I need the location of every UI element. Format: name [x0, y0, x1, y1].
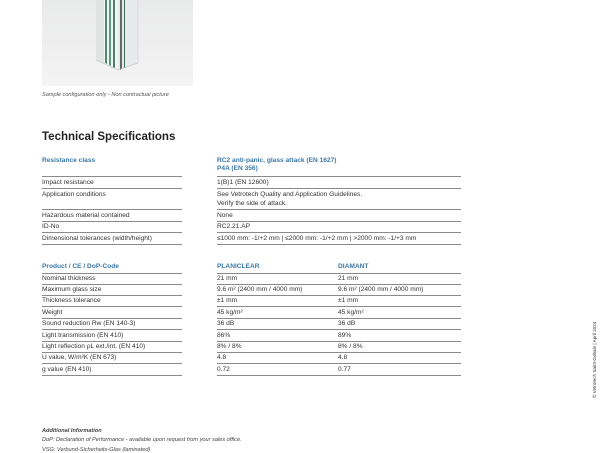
row-value-diamant: 89% [338, 332, 352, 339]
row-value-diamant: 0.77 [338, 366, 351, 373]
divider [42, 341, 182, 342]
row-label: Nominal thickness [42, 275, 96, 282]
row-value-planiclear: 9.6 m² (2400 mm / 4000 mm) [217, 286, 303, 293]
row-label: Sound reduction Rw (EN 140-3) [42, 320, 136, 327]
row-value-diamant: 45 kg/m² [338, 309, 364, 316]
divider [42, 363, 182, 364]
divider [42, 188, 182, 189]
row-value: See Vetrotech Quality and Application Guidelines. [217, 191, 363, 198]
divider [217, 363, 461, 364]
row-label: Impact resistance [42, 179, 94, 186]
divider [42, 273, 182, 274]
divider [217, 221, 461, 222]
divider [42, 306, 182, 307]
row-value-planiclear: 45 kg/m² [217, 309, 243, 316]
page-title: Technical Specifications [42, 131, 176, 143]
row-label: Light reflection ρL ext./int. (EN 410) [42, 343, 146, 350]
row-label: Thickness tolerance [42, 297, 101, 304]
row-value: ≤1000 mm: -1/+2 mm | ≤2000 mm: -1/+2 mm | >2000 mm: -1/+3 mm [217, 235, 417, 242]
row-value-planiclear: 8% / 8% [217, 343, 242, 350]
product-photo [42, 0, 193, 86]
row-label: Dimensional tolerances (width/height) [42, 235, 152, 242]
row-label: g value (EN 410) [42, 366, 92, 373]
row-value-diamant: ±1 mm [338, 297, 359, 304]
divider [217, 329, 461, 330]
divider [42, 318, 182, 319]
divider [217, 306, 461, 307]
divider [217, 188, 461, 189]
additional-info-text: DoP: Declaration of Performance - available upon request from your sales office. [42, 437, 242, 443]
product-column-planiclear: PLANICLEAR [217, 263, 260, 270]
divider [217, 209, 461, 210]
divider [42, 209, 182, 210]
divider [42, 352, 182, 353]
divider [42, 176, 182, 177]
divider [42, 295, 182, 296]
divider [42, 221, 182, 222]
divider [42, 284, 182, 285]
additional-info-title: Additional Information [42, 428, 102, 434]
divider [217, 352, 461, 353]
row-value: 1(B)1 (EN 12600) [217, 179, 269, 186]
row-value-diamant: 8% / 8% [338, 343, 363, 350]
row-value-2: Verify the side of attack. [217, 200, 288, 207]
product-column-diamant: DIAMANT [338, 263, 369, 270]
divider [42, 244, 182, 245]
row-label: Weight [42, 309, 63, 316]
row-value-planiclear: 86% [217, 332, 231, 339]
row-label: Application conditions [42, 191, 106, 198]
divider [217, 284, 461, 285]
row-value-planiclear: 21 mm [217, 275, 238, 282]
row-label: Maximum glass size [42, 286, 102, 293]
product-code-label: Product / CE / DoP-Code [42, 263, 119, 270]
row-value-planiclear: 0.72 [217, 366, 230, 373]
row-label: Light transmission (EN 410) [42, 332, 124, 339]
divider [217, 375, 461, 376]
resistance-class-value: RC2 anti-panic, glass attack (EN 1627) [217, 157, 337, 164]
divider [217, 232, 461, 233]
row-value-planiclear: 36 dB [217, 320, 235, 327]
glass-sample-image [42, 0, 193, 86]
row-value-planiclear: ±1 mm [217, 297, 238, 304]
additional-info-text-2: VSG: Verbund-Sicherheits-Glas (laminated) [42, 447, 151, 453]
row-value-diamant: 9.6 m² (2400 mm / 4000 mm) [338, 286, 424, 293]
resistance-class-label: Resistance class [42, 157, 96, 164]
row-label: ID-No [42, 223, 60, 230]
row-value: RC2.21.AP [217, 223, 250, 230]
row-value: None [217, 212, 233, 219]
divider [217, 176, 461, 177]
divider [42, 232, 182, 233]
row-label: U value, W/m²K (EN 673) [42, 354, 117, 361]
resistance-class-value-2: P4A (EN 356) [217, 165, 258, 172]
divider [42, 375, 182, 376]
divider [217, 318, 461, 319]
divider [42, 329, 182, 330]
row-value-diamant: 36 dB [338, 320, 356, 327]
divider [217, 295, 461, 296]
divider [217, 244, 461, 245]
divider [217, 273, 461, 274]
divider [217, 341, 461, 342]
row-label: Hazardous material contained [42, 212, 130, 219]
copyright-note: © Vetrotech Saint-Gobain | April 2024 [592, 321, 597, 398]
row-value-diamant: 4.8 [338, 354, 348, 361]
row-value-planiclear: 4.8 [217, 354, 227, 361]
row-value-diamant: 21 mm [338, 275, 359, 282]
photo-caption: Sample configuration only - Non contractual picture [42, 92, 169, 98]
